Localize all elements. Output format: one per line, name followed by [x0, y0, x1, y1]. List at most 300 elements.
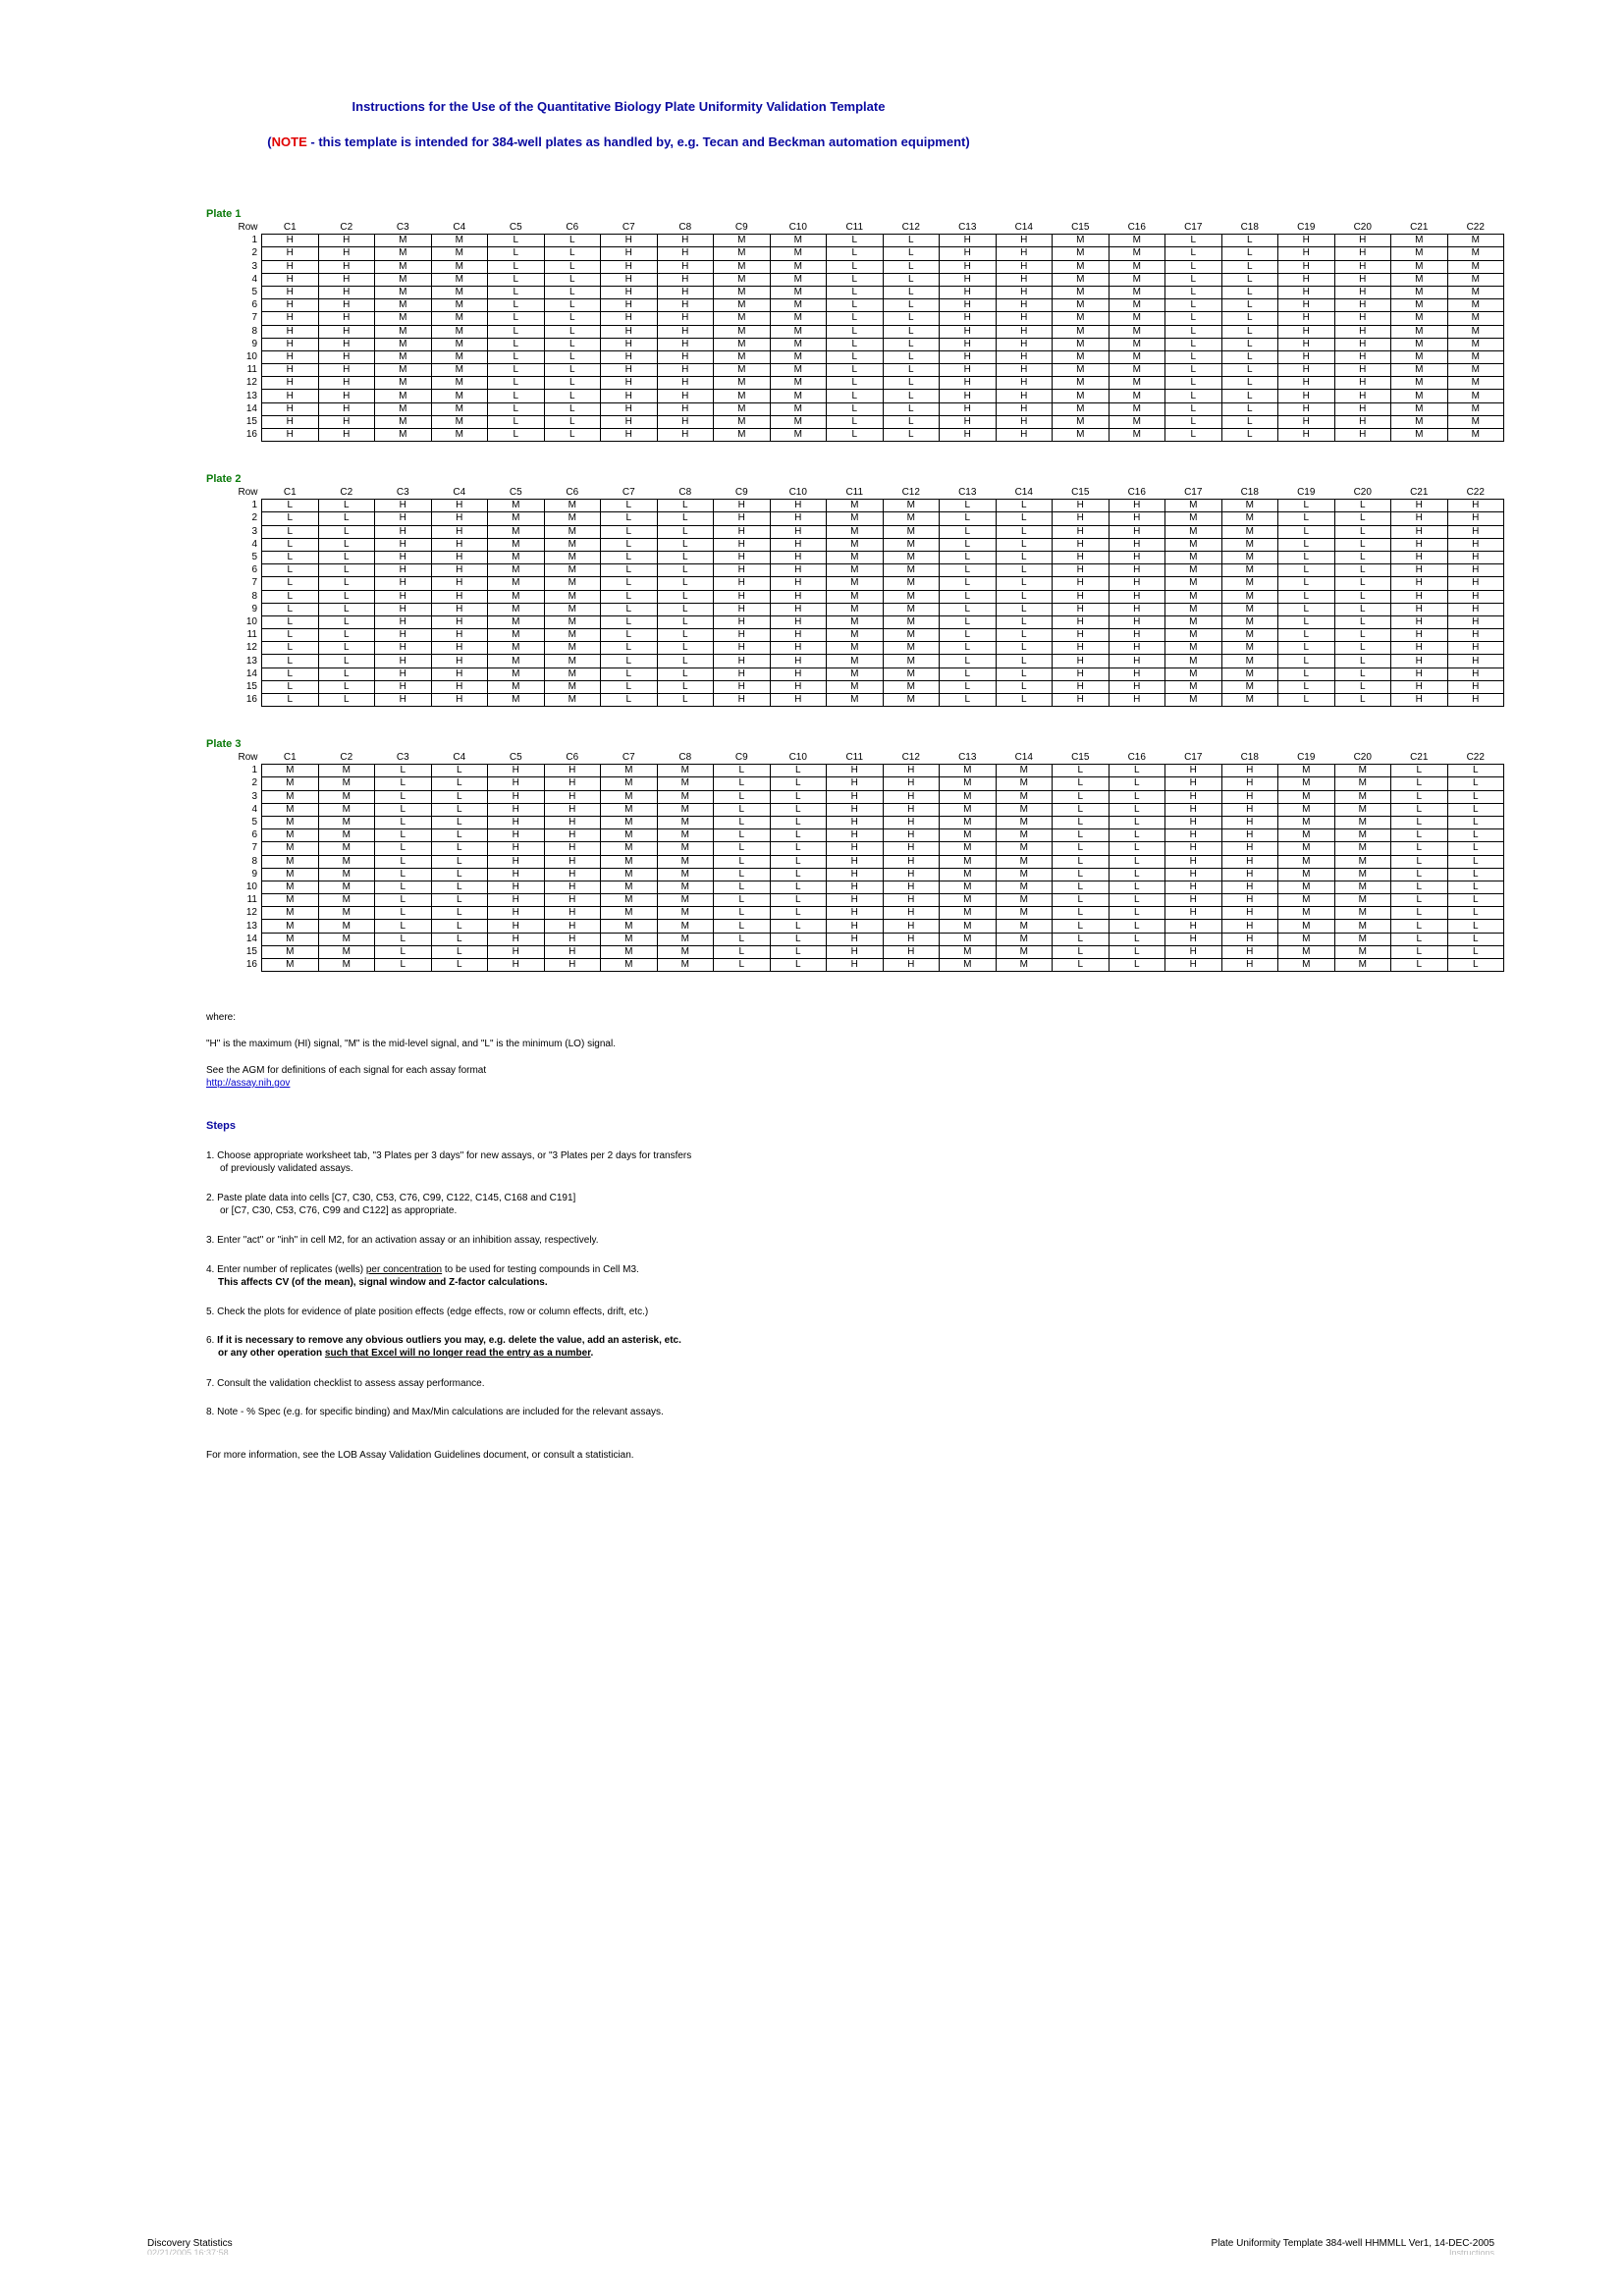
well-cell[interactable]: H — [1221, 790, 1278, 803]
well-cell[interactable]: M — [770, 364, 827, 377]
well-cell[interactable]: M — [431, 312, 488, 325]
well-cell[interactable]: L — [1391, 920, 1448, 933]
well-cell[interactable]: H — [431, 680, 488, 693]
well-cell[interactable]: H — [488, 829, 545, 842]
well-cell[interactable]: L — [1165, 260, 1222, 273]
well-cell[interactable]: M — [1221, 500, 1278, 512]
well-cell[interactable]: M — [375, 377, 432, 390]
well-cell[interactable]: H — [318, 364, 375, 377]
well-cell[interactable]: H — [431, 615, 488, 628]
well-cell[interactable]: H — [827, 803, 884, 816]
well-cell[interactable]: H — [601, 325, 658, 338]
well-cell[interactable]: H — [544, 777, 601, 790]
well-cell[interactable]: L — [375, 959, 432, 972]
well-cell[interactable]: L — [318, 615, 375, 628]
well-cell[interactable]: M — [1165, 512, 1222, 525]
well-cell[interactable]: H — [1109, 577, 1165, 590]
well-cell[interactable]: H — [318, 260, 375, 273]
well-cell[interactable]: L — [488, 377, 545, 390]
well-cell[interactable]: H — [883, 842, 940, 855]
well-cell[interactable]: M — [1447, 364, 1504, 377]
well-cell[interactable]: H — [318, 350, 375, 363]
well-cell[interactable]: L — [714, 868, 771, 881]
well-cell[interactable]: L — [601, 512, 658, 525]
well-cell[interactable]: H — [770, 551, 827, 563]
well-cell[interactable]: M — [1447, 273, 1504, 286]
well-cell[interactable]: H — [1165, 933, 1222, 945]
well-cell[interactable]: L — [940, 603, 997, 615]
well-cell[interactable]: L — [431, 933, 488, 945]
well-cell[interactable]: L — [1278, 615, 1335, 628]
well-cell[interactable]: M — [1278, 907, 1335, 920]
well-cell[interactable]: L — [1221, 377, 1278, 390]
well-cell[interactable]: H — [1447, 629, 1504, 642]
well-cell[interactable]: H — [996, 299, 1053, 312]
well-cell[interactable]: H — [1165, 816, 1222, 828]
well-cell[interactable]: H — [1165, 945, 1222, 958]
well-cell[interactable]: H — [1053, 538, 1110, 551]
well-cell[interactable]: L — [1334, 667, 1391, 680]
well-cell[interactable]: M — [1053, 338, 1110, 350]
well-cell[interactable]: M — [262, 881, 319, 893]
well-cell[interactable]: M — [827, 642, 884, 655]
well-cell[interactable]: H — [827, 790, 884, 803]
well-cell[interactable]: H — [1221, 803, 1278, 816]
well-cell[interactable]: H — [883, 855, 940, 868]
well-cell[interactable]: L — [714, 790, 771, 803]
well-cell[interactable]: H — [431, 667, 488, 680]
well-cell[interactable]: H — [431, 590, 488, 603]
well-cell[interactable]: H — [1109, 590, 1165, 603]
well-cell[interactable]: H — [262, 350, 319, 363]
well-cell[interactable]: M — [883, 500, 940, 512]
well-cell[interactable]: H — [714, 667, 771, 680]
well-cell[interactable]: L — [1447, 803, 1504, 816]
well-cell[interactable]: M — [318, 842, 375, 855]
well-cell[interactable]: H — [544, 868, 601, 881]
well-cell[interactable]: H — [714, 512, 771, 525]
well-cell[interactable]: M — [1391, 350, 1448, 363]
well-cell[interactable]: L — [375, 829, 432, 842]
well-cell[interactable]: M — [1109, 402, 1165, 415]
well-cell[interactable]: L — [883, 390, 940, 402]
well-cell[interactable]: M — [375, 273, 432, 286]
well-cell[interactable]: H — [1053, 680, 1110, 693]
well-cell[interactable]: L — [1165, 286, 1222, 298]
well-cell[interactable]: M — [1109, 415, 1165, 428]
well-cell[interactable]: L — [1391, 803, 1448, 816]
well-cell[interactable]: L — [601, 655, 658, 667]
well-cell[interactable]: M — [1278, 868, 1335, 881]
well-cell[interactable]: M — [714, 299, 771, 312]
well-cell[interactable]: L — [1165, 415, 1222, 428]
well-cell[interactable]: H — [1053, 603, 1110, 615]
well-cell[interactable]: H — [1278, 415, 1335, 428]
well-cell[interactable]: M — [827, 551, 884, 563]
well-cell[interactable]: M — [488, 694, 545, 707]
well-cell[interactable]: L — [827, 299, 884, 312]
well-cell[interactable]: M — [601, 816, 658, 828]
well-cell[interactable]: L — [1165, 364, 1222, 377]
well-cell[interactable]: H — [714, 615, 771, 628]
well-cell[interactable]: H — [940, 299, 997, 312]
well-cell[interactable]: L — [318, 551, 375, 563]
well-cell[interactable]: M — [996, 868, 1053, 881]
well-cell[interactable]: H — [770, 615, 827, 628]
well-cell[interactable]: M — [940, 868, 997, 881]
well-cell[interactable]: M — [940, 842, 997, 855]
well-cell[interactable]: M — [544, 694, 601, 707]
well-cell[interactable]: H — [1109, 642, 1165, 655]
well-cell[interactable]: H — [714, 680, 771, 693]
well-cell[interactable]: H — [770, 680, 827, 693]
well-cell[interactable]: M — [375, 247, 432, 260]
well-cell[interactable]: M — [488, 551, 545, 563]
well-cell[interactable]: M — [488, 667, 545, 680]
well-cell[interactable]: M — [544, 538, 601, 551]
well-cell[interactable]: M — [1334, 842, 1391, 855]
well-cell[interactable]: L — [318, 655, 375, 667]
well-cell[interactable]: M — [827, 525, 884, 538]
well-cell[interactable]: H — [1447, 667, 1504, 680]
well-cell[interactable]: M — [770, 390, 827, 402]
well-cell[interactable]: M — [262, 765, 319, 777]
well-cell[interactable]: H — [770, 500, 827, 512]
well-cell[interactable]: M — [827, 615, 884, 628]
well-cell[interactable]: L — [375, 816, 432, 828]
well-cell[interactable]: L — [1221, 402, 1278, 415]
well-cell[interactable]: H — [883, 959, 940, 972]
well-cell[interactable]: M — [318, 959, 375, 972]
well-cell[interactable]: L — [318, 603, 375, 615]
well-cell[interactable]: L — [1334, 500, 1391, 512]
well-cell[interactable]: M — [262, 803, 319, 816]
well-cell[interactable]: M — [1165, 642, 1222, 655]
well-cell[interactable]: L — [544, 364, 601, 377]
well-cell[interactable]: M — [1391, 364, 1448, 377]
well-cell[interactable]: M — [827, 577, 884, 590]
well-cell[interactable]: L — [1053, 816, 1110, 828]
well-cell[interactable]: M — [770, 299, 827, 312]
well-cell[interactable]: H — [488, 881, 545, 893]
well-cell[interactable]: M — [601, 765, 658, 777]
well-cell[interactable]: M — [375, 338, 432, 350]
well-cell[interactable]: L — [1165, 235, 1222, 247]
well-cell[interactable]: L — [318, 512, 375, 525]
well-cell[interactable]: L — [940, 667, 997, 680]
well-cell[interactable]: L — [657, 667, 714, 680]
well-cell[interactable]: M — [1391, 325, 1448, 338]
well-cell[interactable]: H — [770, 512, 827, 525]
well-cell[interactable]: L — [1053, 894, 1110, 907]
well-cell[interactable]: L — [544, 415, 601, 428]
well-cell[interactable]: M — [544, 512, 601, 525]
well-cell[interactable]: H — [1165, 907, 1222, 920]
well-cell[interactable]: M — [431, 273, 488, 286]
well-cell[interactable]: M — [827, 694, 884, 707]
well-cell[interactable]: H — [488, 894, 545, 907]
well-cell[interactable]: H — [827, 907, 884, 920]
well-cell[interactable]: H — [714, 642, 771, 655]
well-cell[interactable]: H — [318, 273, 375, 286]
well-cell[interactable]: L — [1447, 959, 1504, 972]
well-cell[interactable]: M — [262, 842, 319, 855]
well-cell[interactable]: L — [827, 415, 884, 428]
well-cell[interactable]: L — [1109, 816, 1165, 828]
well-cell[interactable]: M — [883, 512, 940, 525]
well-cell[interactable]: L — [375, 855, 432, 868]
well-cell[interactable]: L — [431, 829, 488, 842]
well-cell[interactable]: L — [262, 538, 319, 551]
well-cell[interactable]: L — [827, 364, 884, 377]
well-cell[interactable]: L — [262, 590, 319, 603]
well-cell[interactable]: H — [318, 235, 375, 247]
well-cell[interactable]: L — [262, 603, 319, 615]
well-cell[interactable]: L — [601, 577, 658, 590]
well-cell[interactable]: L — [601, 500, 658, 512]
well-cell[interactable]: L — [1221, 260, 1278, 273]
well-cell[interactable]: H — [1391, 642, 1448, 655]
well-cell[interactable]: M — [657, 842, 714, 855]
well-cell[interactable]: L — [770, 868, 827, 881]
well-cell[interactable]: H — [1391, 525, 1448, 538]
well-cell[interactable]: M — [1278, 933, 1335, 945]
well-cell[interactable]: M — [1165, 551, 1222, 563]
well-cell[interactable]: M — [770, 415, 827, 428]
well-cell[interactable]: H — [1447, 577, 1504, 590]
well-cell[interactable]: L — [1053, 777, 1110, 790]
well-cell[interactable]: H — [601, 338, 658, 350]
well-cell[interactable]: L — [1278, 694, 1335, 707]
well-cell[interactable]: H — [714, 577, 771, 590]
well-cell[interactable]: M — [883, 642, 940, 655]
well-cell[interactable]: H — [431, 551, 488, 563]
well-cell[interactable]: H — [827, 777, 884, 790]
well-cell[interactable]: L — [375, 945, 432, 958]
well-cell[interactable]: M — [883, 680, 940, 693]
well-cell[interactable]: H — [1447, 538, 1504, 551]
well-cell[interactable]: L — [431, 959, 488, 972]
well-cell[interactable]: M — [1165, 694, 1222, 707]
well-cell[interactable]: M — [827, 564, 884, 577]
well-cell[interactable]: M — [1053, 377, 1110, 390]
well-cell[interactable]: H — [1391, 694, 1448, 707]
well-cell[interactable]: M — [657, 790, 714, 803]
well-cell[interactable]: M — [714, 235, 771, 247]
well-cell[interactable]: M — [601, 855, 658, 868]
well-cell[interactable]: M — [1165, 538, 1222, 551]
well-cell[interactable]: M — [996, 959, 1053, 972]
well-cell[interactable]: H — [1278, 390, 1335, 402]
well-cell[interactable]: L — [544, 429, 601, 442]
well-cell[interactable]: M — [1391, 286, 1448, 298]
well-cell[interactable]: H — [770, 667, 827, 680]
well-cell[interactable]: M — [1109, 390, 1165, 402]
well-cell[interactable]: M — [1391, 377, 1448, 390]
well-cell[interactable]: L — [827, 429, 884, 442]
well-cell[interactable]: L — [996, 538, 1053, 551]
well-cell[interactable]: L — [940, 590, 997, 603]
well-cell[interactable]: L — [657, 642, 714, 655]
well-cell[interactable]: H — [375, 694, 432, 707]
well-cell[interactable]: H — [544, 842, 601, 855]
well-cell[interactable]: L — [375, 803, 432, 816]
well-cell[interactable]: H — [1391, 680, 1448, 693]
well-cell[interactable]: H — [1053, 500, 1110, 512]
well-cell[interactable]: M — [318, 790, 375, 803]
well-cell[interactable]: H — [1165, 803, 1222, 816]
well-cell[interactable]: H — [375, 667, 432, 680]
well-cell[interactable]: M — [1278, 881, 1335, 893]
well-cell[interactable]: H — [1109, 615, 1165, 628]
well-cell[interactable]: M — [544, 667, 601, 680]
well-cell[interactable]: H — [375, 680, 432, 693]
well-cell[interactable]: L — [488, 338, 545, 350]
well-cell[interactable]: M — [1447, 350, 1504, 363]
well-cell[interactable]: L — [770, 855, 827, 868]
well-cell[interactable]: L — [318, 642, 375, 655]
well-cell[interactable]: H — [996, 247, 1053, 260]
well-cell[interactable]: H — [1221, 855, 1278, 868]
well-cell[interactable]: H — [1278, 260, 1335, 273]
well-cell[interactable]: H — [1109, 694, 1165, 707]
well-cell[interactable]: M — [488, 642, 545, 655]
well-cell[interactable]: H — [1278, 312, 1335, 325]
well-cell[interactable]: M — [1165, 629, 1222, 642]
well-cell[interactable]: H — [1391, 603, 1448, 615]
well-cell[interactable]: M — [1391, 299, 1448, 312]
well-cell[interactable]: L — [544, 247, 601, 260]
well-cell[interactable]: M — [1221, 538, 1278, 551]
well-cell[interactable]: L — [996, 615, 1053, 628]
well-cell[interactable]: H — [431, 655, 488, 667]
well-cell[interactable]: M — [318, 777, 375, 790]
assay-link[interactable]: http://assay.nih.gov — [206, 1078, 291, 1089]
well-cell[interactable]: M — [770, 429, 827, 442]
well-cell[interactable]: L — [488, 350, 545, 363]
well-cell[interactable]: M — [431, 415, 488, 428]
well-cell[interactable]: L — [940, 512, 997, 525]
well-cell[interactable]: L — [1391, 881, 1448, 893]
well-cell[interactable]: L — [657, 694, 714, 707]
well-cell[interactable]: H — [1334, 364, 1391, 377]
well-cell[interactable]: L — [1278, 538, 1335, 551]
well-cell[interactable]: H — [940, 402, 997, 415]
well-cell[interactable]: L — [1109, 790, 1165, 803]
well-cell[interactable]: M — [1447, 338, 1504, 350]
well-cell[interactable]: M — [1109, 377, 1165, 390]
well-cell[interactable]: H — [488, 868, 545, 881]
well-cell[interactable]: H — [940, 350, 997, 363]
well-cell[interactable]: H — [940, 247, 997, 260]
well-cell[interactable]: H — [544, 790, 601, 803]
well-cell[interactable]: L — [431, 868, 488, 881]
well-cell[interactable]: M — [1391, 260, 1448, 273]
well-cell[interactable]: L — [544, 235, 601, 247]
well-cell[interactable]: L — [1109, 868, 1165, 881]
well-cell[interactable]: M — [1221, 694, 1278, 707]
well-cell[interactable]: M — [1053, 286, 1110, 298]
well-cell[interactable]: M — [1109, 286, 1165, 298]
well-cell[interactable]: M — [714, 402, 771, 415]
well-cell[interactable]: L — [1447, 907, 1504, 920]
well-cell[interactable]: M — [714, 260, 771, 273]
well-cell[interactable]: M — [1334, 816, 1391, 828]
well-cell[interactable]: L — [1447, 933, 1504, 945]
well-cell[interactable]: L — [601, 629, 658, 642]
well-cell[interactable]: H — [657, 364, 714, 377]
well-cell[interactable]: H — [1053, 512, 1110, 525]
well-cell[interactable]: H — [1165, 868, 1222, 881]
well-cell[interactable]: L — [657, 603, 714, 615]
well-cell[interactable]: M — [262, 933, 319, 945]
well-cell[interactable]: L — [601, 615, 658, 628]
well-cell[interactable]: H — [544, 945, 601, 958]
well-cell[interactable]: H — [488, 855, 545, 868]
well-cell[interactable]: L — [1447, 829, 1504, 842]
well-cell[interactable]: L — [431, 777, 488, 790]
well-cell[interactable]: H — [1053, 642, 1110, 655]
well-cell[interactable]: L — [601, 538, 658, 551]
well-cell[interactable]: H — [1109, 551, 1165, 563]
well-cell[interactable]: M — [431, 350, 488, 363]
well-cell[interactable]: M — [318, 829, 375, 842]
well-cell[interactable]: L — [1334, 615, 1391, 628]
well-cell[interactable]: H — [1391, 551, 1448, 563]
well-cell[interactable]: M — [827, 655, 884, 667]
well-cell[interactable]: M — [940, 816, 997, 828]
well-cell[interactable]: H — [318, 338, 375, 350]
well-cell[interactable]: H — [883, 765, 940, 777]
well-cell[interactable]: L — [431, 945, 488, 958]
well-cell[interactable]: L — [1447, 842, 1504, 855]
well-cell[interactable]: H — [1334, 286, 1391, 298]
well-cell[interactable]: M — [375, 350, 432, 363]
well-cell[interactable]: M — [1391, 402, 1448, 415]
well-cell[interactable]: H — [488, 933, 545, 945]
well-cell[interactable]: H — [1278, 429, 1335, 442]
well-cell[interactable]: H — [262, 364, 319, 377]
well-cell[interactable]: L — [601, 667, 658, 680]
well-cell[interactable]: H — [883, 777, 940, 790]
well-cell[interactable]: H — [770, 694, 827, 707]
well-cell[interactable]: M — [883, 564, 940, 577]
well-cell[interactable]: L — [1334, 642, 1391, 655]
well-cell[interactable]: H — [1165, 894, 1222, 907]
well-cell[interactable]: L — [827, 247, 884, 260]
well-cell[interactable]: L — [940, 538, 997, 551]
well-cell[interactable]: H — [601, 364, 658, 377]
well-cell[interactable]: H — [657, 325, 714, 338]
well-cell[interactable]: H — [488, 765, 545, 777]
well-cell[interactable]: M — [1221, 551, 1278, 563]
well-cell[interactable]: L — [1278, 680, 1335, 693]
well-cell[interactable]: H — [431, 577, 488, 590]
well-cell[interactable]: L — [770, 803, 827, 816]
well-cell[interactable]: M — [940, 803, 997, 816]
well-cell[interactable]: H — [1334, 260, 1391, 273]
well-cell[interactable]: M — [318, 881, 375, 893]
well-cell[interactable]: L — [544, 390, 601, 402]
well-cell[interactable]: M — [1109, 325, 1165, 338]
well-cell[interactable]: H — [883, 829, 940, 842]
well-cell[interactable]: L — [318, 629, 375, 642]
well-cell[interactable]: L — [1447, 855, 1504, 868]
well-cell[interactable]: M — [1334, 777, 1391, 790]
well-cell[interactable]: M — [1278, 765, 1335, 777]
well-cell[interactable]: H — [657, 377, 714, 390]
well-cell[interactable]: M — [431, 429, 488, 442]
